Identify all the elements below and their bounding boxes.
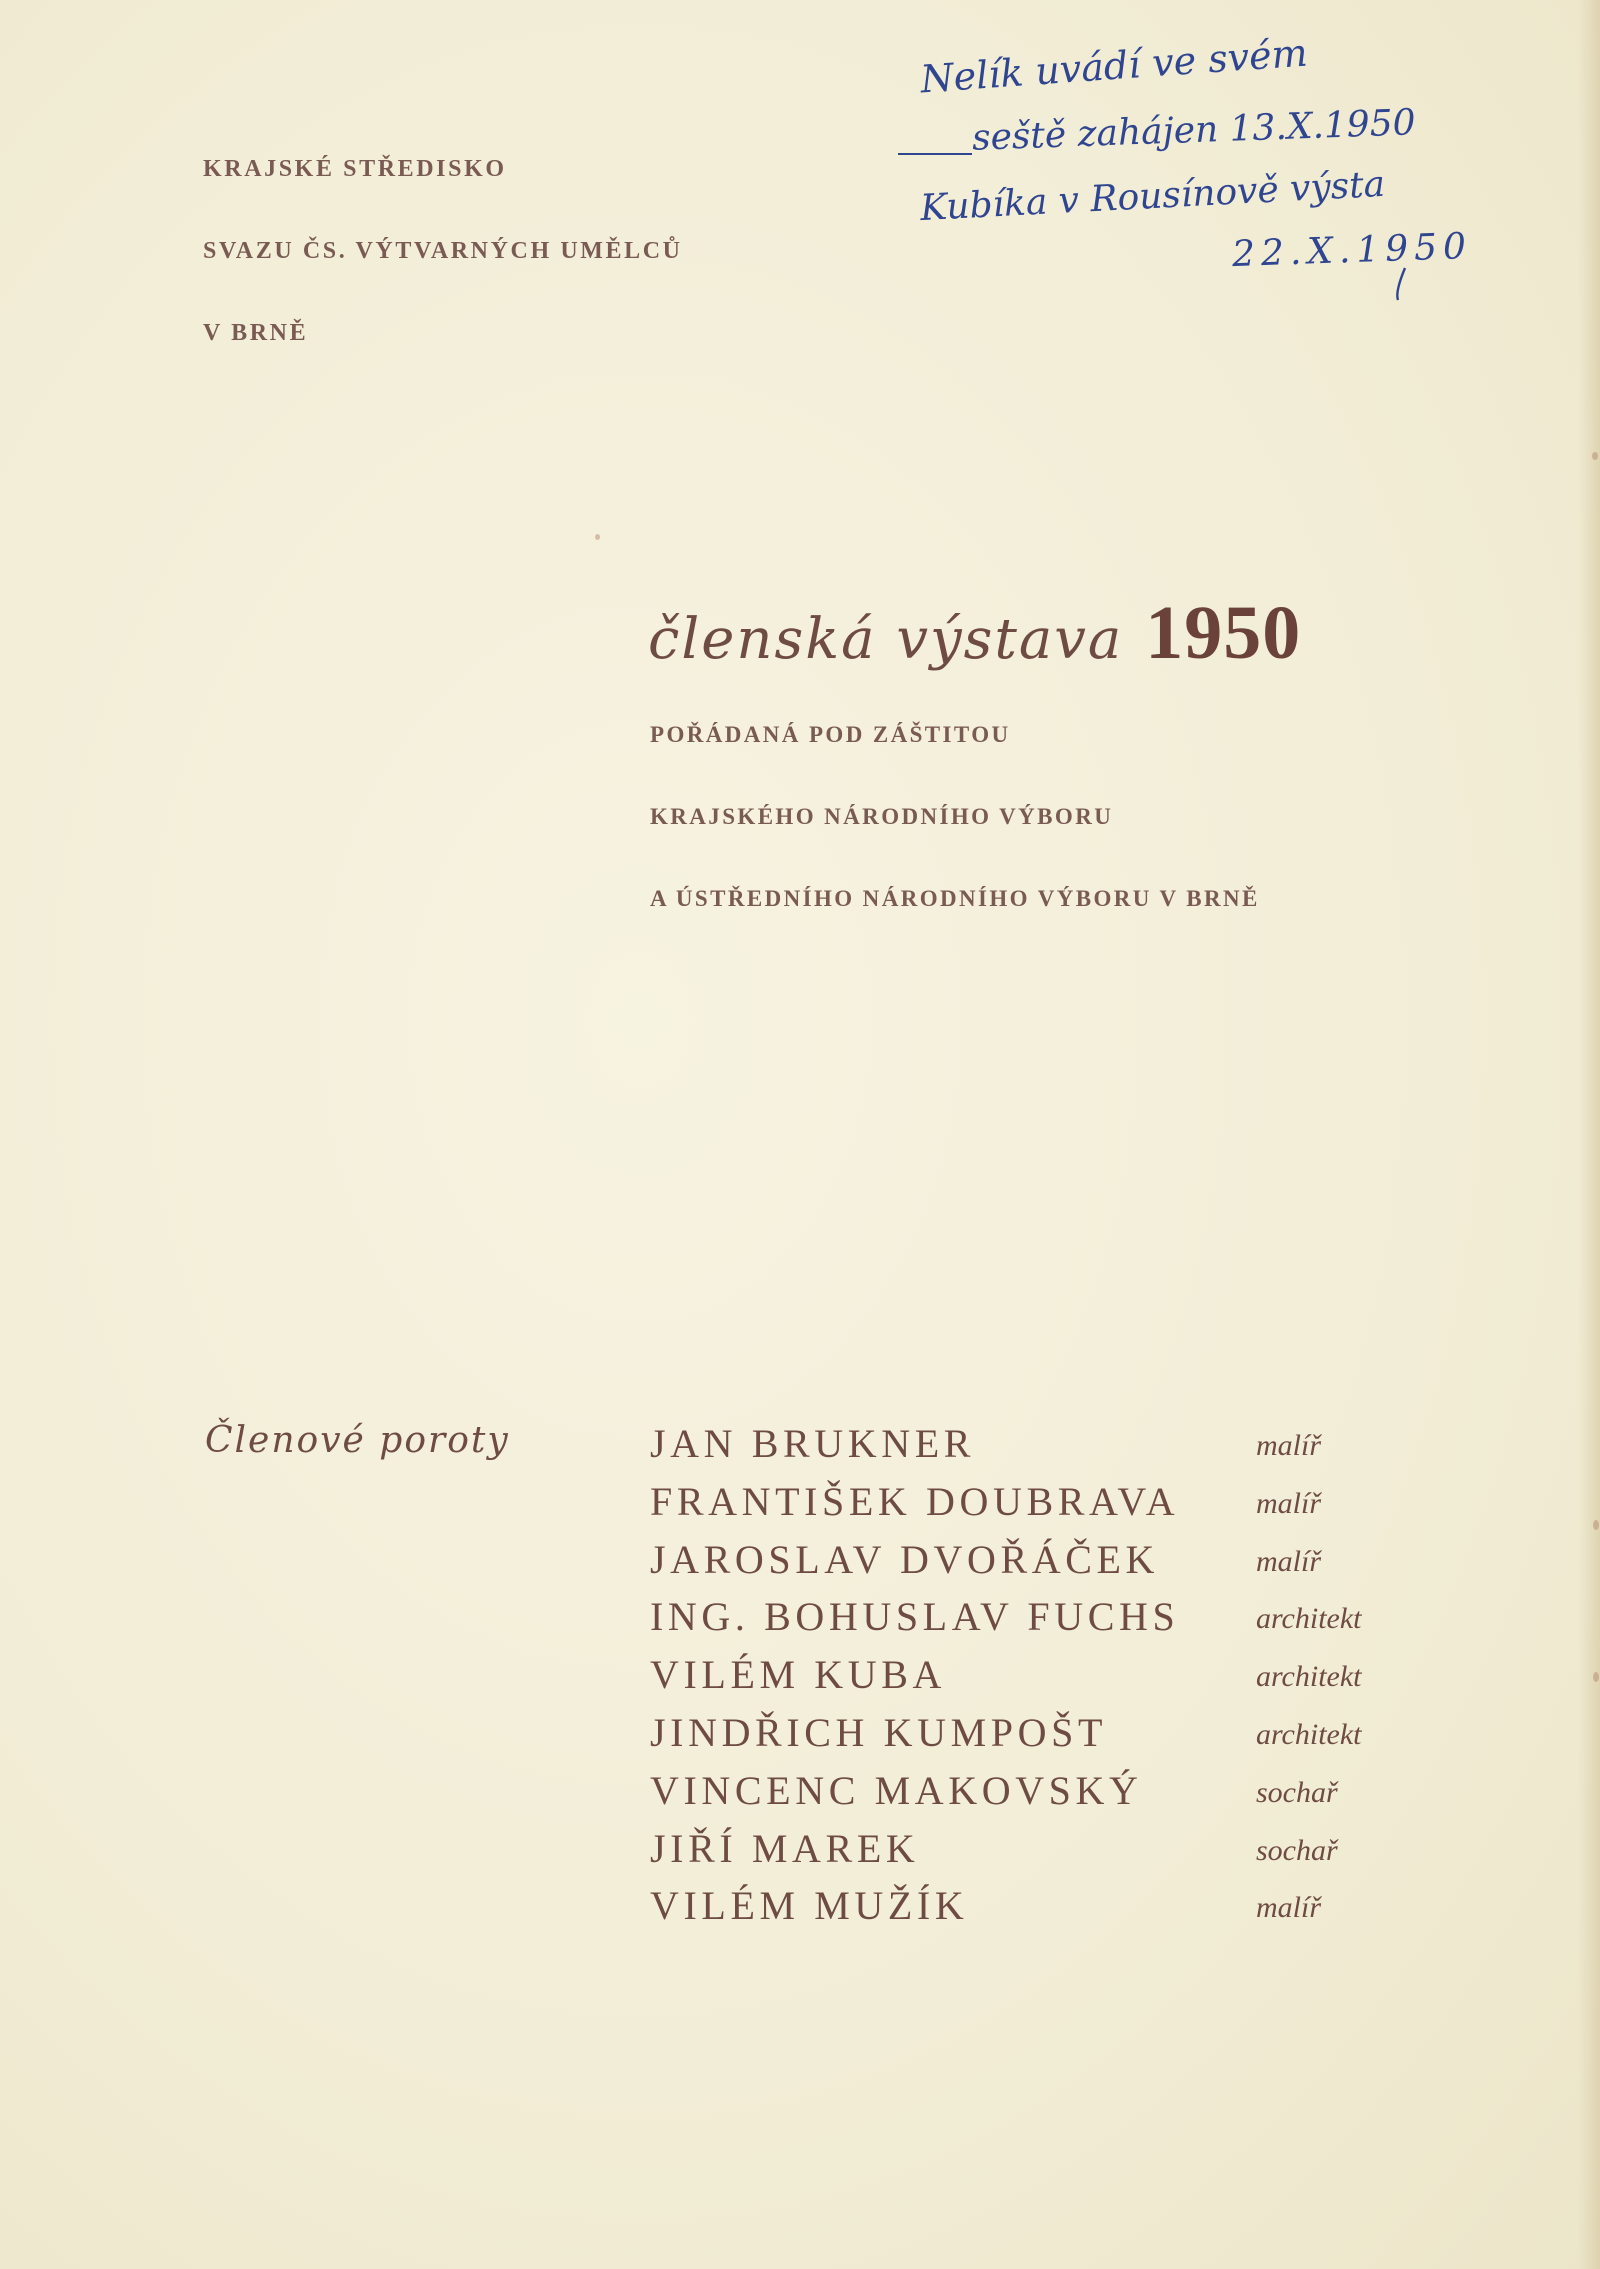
handwriting-line: seště zahájen 13.X.1950: [971, 102, 1417, 159]
jury-member-role: malíř: [1256, 1486, 1322, 1520]
paper-edge-shade: [1578, 0, 1600, 2269]
jury-member-role: architekt: [1256, 1602, 1362, 1636]
handwritten-note: [880, 30, 1520, 310]
jury-member-role: sochař: [1256, 1775, 1338, 1809]
jury-member-name: JIŘÍ MAREK: [650, 1825, 920, 1871]
subtitle-line: POŘÁDANÁ POD ZÁŠTITOU: [650, 722, 1011, 747]
jury-member: [650, 1420, 1410, 1478]
jury-member-role: malíř: [1256, 1429, 1322, 1462]
paper-spot: [1593, 1672, 1599, 1682]
header-line: KRAJSKÉ STŘEDISKO: [203, 156, 507, 182]
jury-member-role: malíř: [1256, 1544, 1322, 1578]
subtitle-line: KRAJSKÉHO NÁRODNÍHO VÝBORU: [650, 804, 1114, 829]
paper-spot: [1592, 452, 1598, 460]
jury-member-name: VILÉM MUŽÍK: [650, 1883, 969, 1929]
patronage-subtitle: [650, 718, 1260, 964]
jury-member-role: architekt: [1256, 1660, 1362, 1694]
exhibition-title: [648, 590, 1301, 677]
handwriting-tail: [1397, 268, 1405, 300]
header-line: V BRNĚ: [203, 320, 309, 346]
jury-member-name: ING. BOHUSLAV FUCHS: [650, 1594, 1180, 1640]
jury-member: [650, 1882, 1410, 1940]
jury-member: [650, 1478, 1410, 1536]
paper-spot: [1593, 1520, 1599, 1530]
header-line: SVAZU ČS. VÝTVARNÝCH UMĚLCŮ: [203, 238, 683, 264]
jury-member: [650, 1767, 1410, 1825]
jury-member-name: JAROSLAV DVOŘÁČEK: [650, 1536, 1160, 1582]
jury-heading: Členové poroty: [205, 1420, 510, 1461]
jury-list: [650, 1420, 1410, 1940]
publisher-header: [203, 150, 683, 396]
handwriting-line: Nelík uvádí ve svém: [918, 30, 1309, 102]
handwriting-line: 22.X.1950: [1231, 225, 1473, 276]
subtitle-line: A ÚSTŘEDNÍHO NÁRODNÍHO VÝBORU V BRNĚ: [650, 886, 1260, 911]
paper-spot: [595, 534, 600, 540]
jury-member-role: architekt: [1256, 1717, 1362, 1751]
jury-member-name: VILÉM KUBA: [650, 1652, 946, 1698]
jury-member: [650, 1536, 1410, 1594]
jury-member: [650, 1825, 1410, 1883]
title-year: 1950: [1145, 591, 1302, 675]
jury-member-role: malíř: [1256, 1891, 1322, 1925]
title-text: členská výstava: [648, 607, 1124, 672]
jury-member: [650, 1709, 1410, 1767]
jury-member-role: sochař: [1256, 1833, 1338, 1867]
jury-member-name: VINCENC MAKOVSKÝ: [650, 1767, 1143, 1813]
jury-member: [650, 1651, 1410, 1709]
jury-member-name: JINDŘICH KUMPOŠT: [650, 1709, 1107, 1755]
jury-member-name: FRANTIŠEK DOUBRAVA: [650, 1478, 1180, 1524]
handwriting-line: Kubíka v Rousínově výsta: [919, 163, 1387, 230]
jury-member: [650, 1593, 1410, 1651]
jury-member-name: JAN BRUKNER: [650, 1421, 976, 1466]
